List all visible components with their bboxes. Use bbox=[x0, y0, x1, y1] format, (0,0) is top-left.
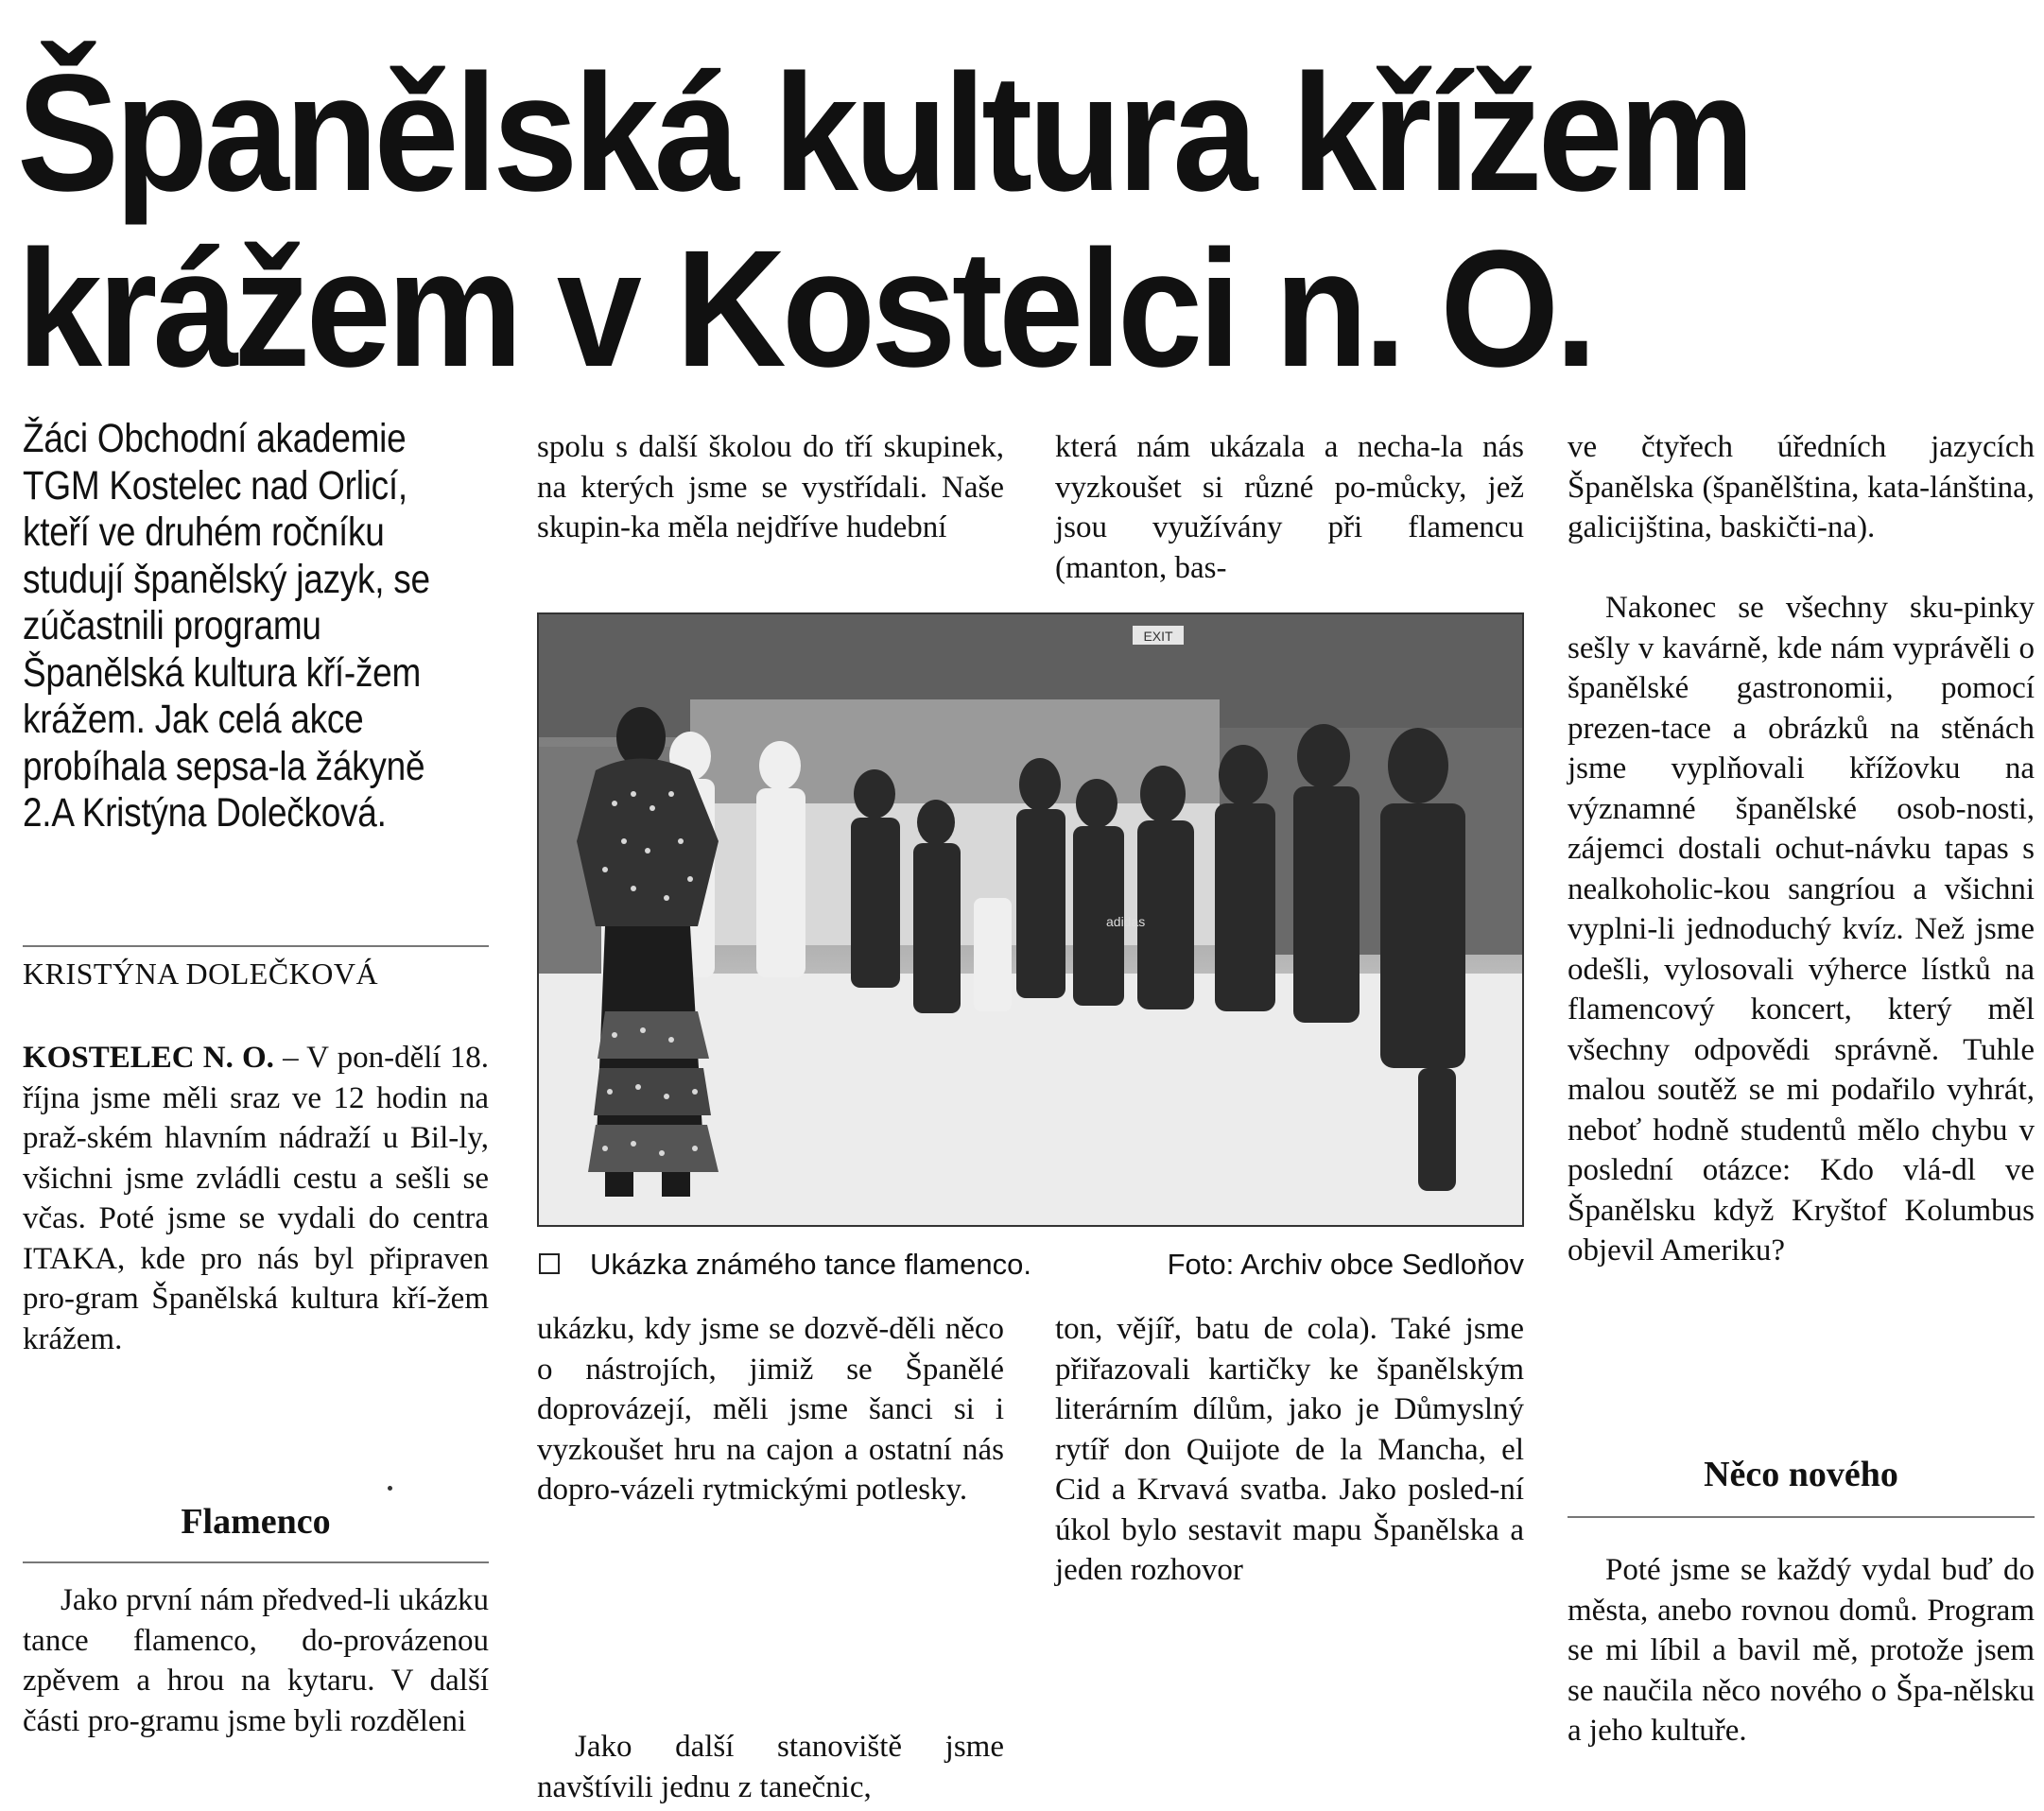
column-2-paragraph-2: Jako další stanoviště jsme navštívili jednu z tanečnic, bbox=[537, 1730, 1004, 1804]
caption-box-icon bbox=[539, 1253, 560, 1274]
column-2-top: spolu s další školou do tří skupinek, na kterých jsme se vystřídali. Naše skupin-ka měla nejdříve hudební bbox=[537, 430, 1004, 544]
column-2-bottom: ukázku, kdy jsme se dozvě-děli něco o nástrojích, jimiž se Španělé doprovázejí, měli jsme šanci si i vyzkoušet hru na cajon a ostatní nás dopro-vázeli rytmickými potlesky. bbox=[537, 1312, 1004, 1507]
intro-text: – V pon-dělí 18. října jsme měli sraz ve 12 hodin na praž-ském hlavním nádraží u Bil-ly, všichni jsme zvládli cestu a sešli se včas. Poté jsme se vydali do centra ITAKA, kde pro nás byl připraven pro-gram Španělská kultura kří-žem krážem. bbox=[23, 1041, 489, 1356]
exit-sign-text: EXIT bbox=[1143, 629, 1173, 644]
column-4-paragraph-2: Nakonec se všechny sku-pinky sešly v kavárně, kde nám vyprávěli o španělské gastronomii, pomocí prezen-tace a obrázků na stěnách jsme vyplňovali křížovku na významné španělské osob-nosti, zájemci dostali ochut-návku tapas s nealkoholic-kou sangríou a všichni vyplni-li jednoduchý kvíz. Než jsme odešli, vylosovali výherce lístků na flamencový koncert, který měl všechny odpovědi správně. Tuhle malou soutěž se mi podařilo vyhrát, neboť hodně studentů mělo chybu v poslední otázce: Kdo vlá-dl ve Španělsku když Kryštof Kolumbus objevil Ameriku? bbox=[1568, 591, 2035, 1268]
divider bbox=[23, 945, 489, 947]
divider bbox=[1568, 1516, 2035, 1518]
photo-caption-bar bbox=[537, 1248, 1524, 1285]
headline-line-2: krážem v Kostelci n. O. bbox=[17, 216, 1594, 402]
section-heading-neco-noveho: Něco nového bbox=[1704, 1455, 1898, 1494]
column-4-top: ve čtyřech úředních jazycích Španělska (španělština, kata-lánština, galicijština, baskičti-na). bbox=[1568, 430, 2035, 544]
article-photo bbox=[537, 612, 1524, 1227]
article-lead: Žáci Obchodní akademie TGM Kostelec nad Orlicí, kteří ve druhém ročníku studují španělský jazyk, se zúčastnili programu Španělská kultura kří-žem krážem. Jak celá akce probíhala sepsa-la žákyně 2.A Kristýna Dolečková. bbox=[23, 416, 430, 836]
intro-paragraph bbox=[23, 1038, 489, 1359]
speck bbox=[388, 1486, 392, 1491]
flamenco-paragraph: Jako první nám předved-li ukázku tance flamenco, do-provázenou zpěvem a hrou na kytaru. V další části pro-gramu jsme byli rozděleni bbox=[23, 1583, 489, 1738]
shirt-logo-text: adidas bbox=[1106, 914, 1146, 929]
column-3-bottom: ton, vějíř, batu de cola). Také jsme přiřazovali kartičky ke španělským literárním dílům, jako je Důmyslný rytíř don Quijote de la Mancha, el Cid a Krvavá svatba. Jako posled-ní úkol bylo sestavit mapu Španělska a jeden rozhovor bbox=[1055, 1312, 1524, 1587]
section-heading-flamenco: Flamenco bbox=[181, 1502, 331, 1542]
dateline-place: KOSTELEC N. O. bbox=[23, 1041, 274, 1075]
flamenco-photo-illustration bbox=[539, 614, 1522, 1225]
article-headline bbox=[17, 41, 1870, 402]
closing-paragraph: Poté jsme se každý vydal buď do města, anebo rovnou domů. Program se mi líbil a bavil mě, protože jsem se naučila něco nového o Špa-nělsku a jeho kultuře. bbox=[1568, 1553, 2035, 1748]
author-byline: KRISTÝNA DOLEČKOVÁ bbox=[23, 957, 379, 991]
photo-caption: Ukázka známého tance flamenco. bbox=[590, 1248, 1031, 1281]
photo-credit: Foto: Archiv obce Sedloňov bbox=[1167, 1248, 1524, 1281]
column-3-top: která nám ukázala a necha-la nás vyzkoušet si různé po-můcky, jež jsou využívány při flamencu (manton, bas- bbox=[1055, 430, 1524, 585]
headline-line-1: Španělská kultura křížem bbox=[17, 41, 1751, 226]
divider bbox=[23, 1561, 489, 1563]
